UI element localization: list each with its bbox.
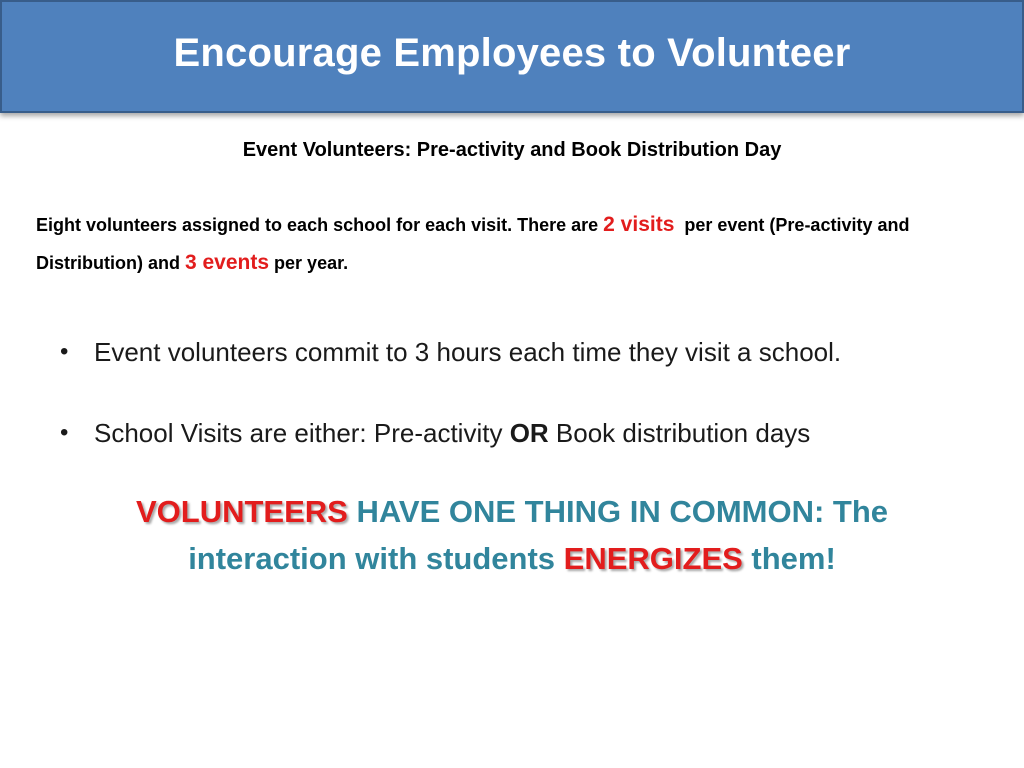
callout-statement	[60, 488, 964, 582]
slide-title: Encourage Employees to Volunteer	[173, 31, 851, 75]
callout-volunteers: VOLUNTEERS	[135, 494, 348, 529]
visits-highlight: 2 visits	[603, 213, 675, 236]
intro-paragraph	[36, 206, 996, 282]
slide-subtitle: Event Volunteers: Pre-activity and Book Distribution Day	[242, 139, 782, 161]
bullet-icon: •	[60, 338, 69, 365]
callout-energizes: ENERGIZES	[563, 541, 743, 576]
bullet-text-end: Book distribution days	[548, 418, 811, 448]
intro-text-3: per year.	[269, 253, 349, 273]
callout-middle: HAVE ONE THING IN COMMON: The interaction with students	[188, 494, 889, 576]
bullet-item-commitment	[58, 331, 1018, 373]
title-bar	[0, 0, 1024, 113]
bullet-item-school-visits	[58, 412, 1018, 454]
bullet-text: Event volunteers commit to 3 hours each time they visit a school.	[94, 337, 842, 367]
events-highlight: 3 events	[184, 251, 270, 274]
bullet-text: School Visits are either: Pre-activity	[94, 418, 510, 448]
intro-text-2: per event (Pre-activity and Distribution) and	[36, 215, 915, 273]
intro-text-1: Eight volunteers assigned to each school for each visit. There are	[36, 215, 604, 235]
bullet-icon: •	[60, 419, 69, 446]
bullet-emphasis: OR	[509, 418, 549, 448]
callout-end: them!	[742, 541, 836, 576]
bullet-list	[58, 331, 1018, 454]
